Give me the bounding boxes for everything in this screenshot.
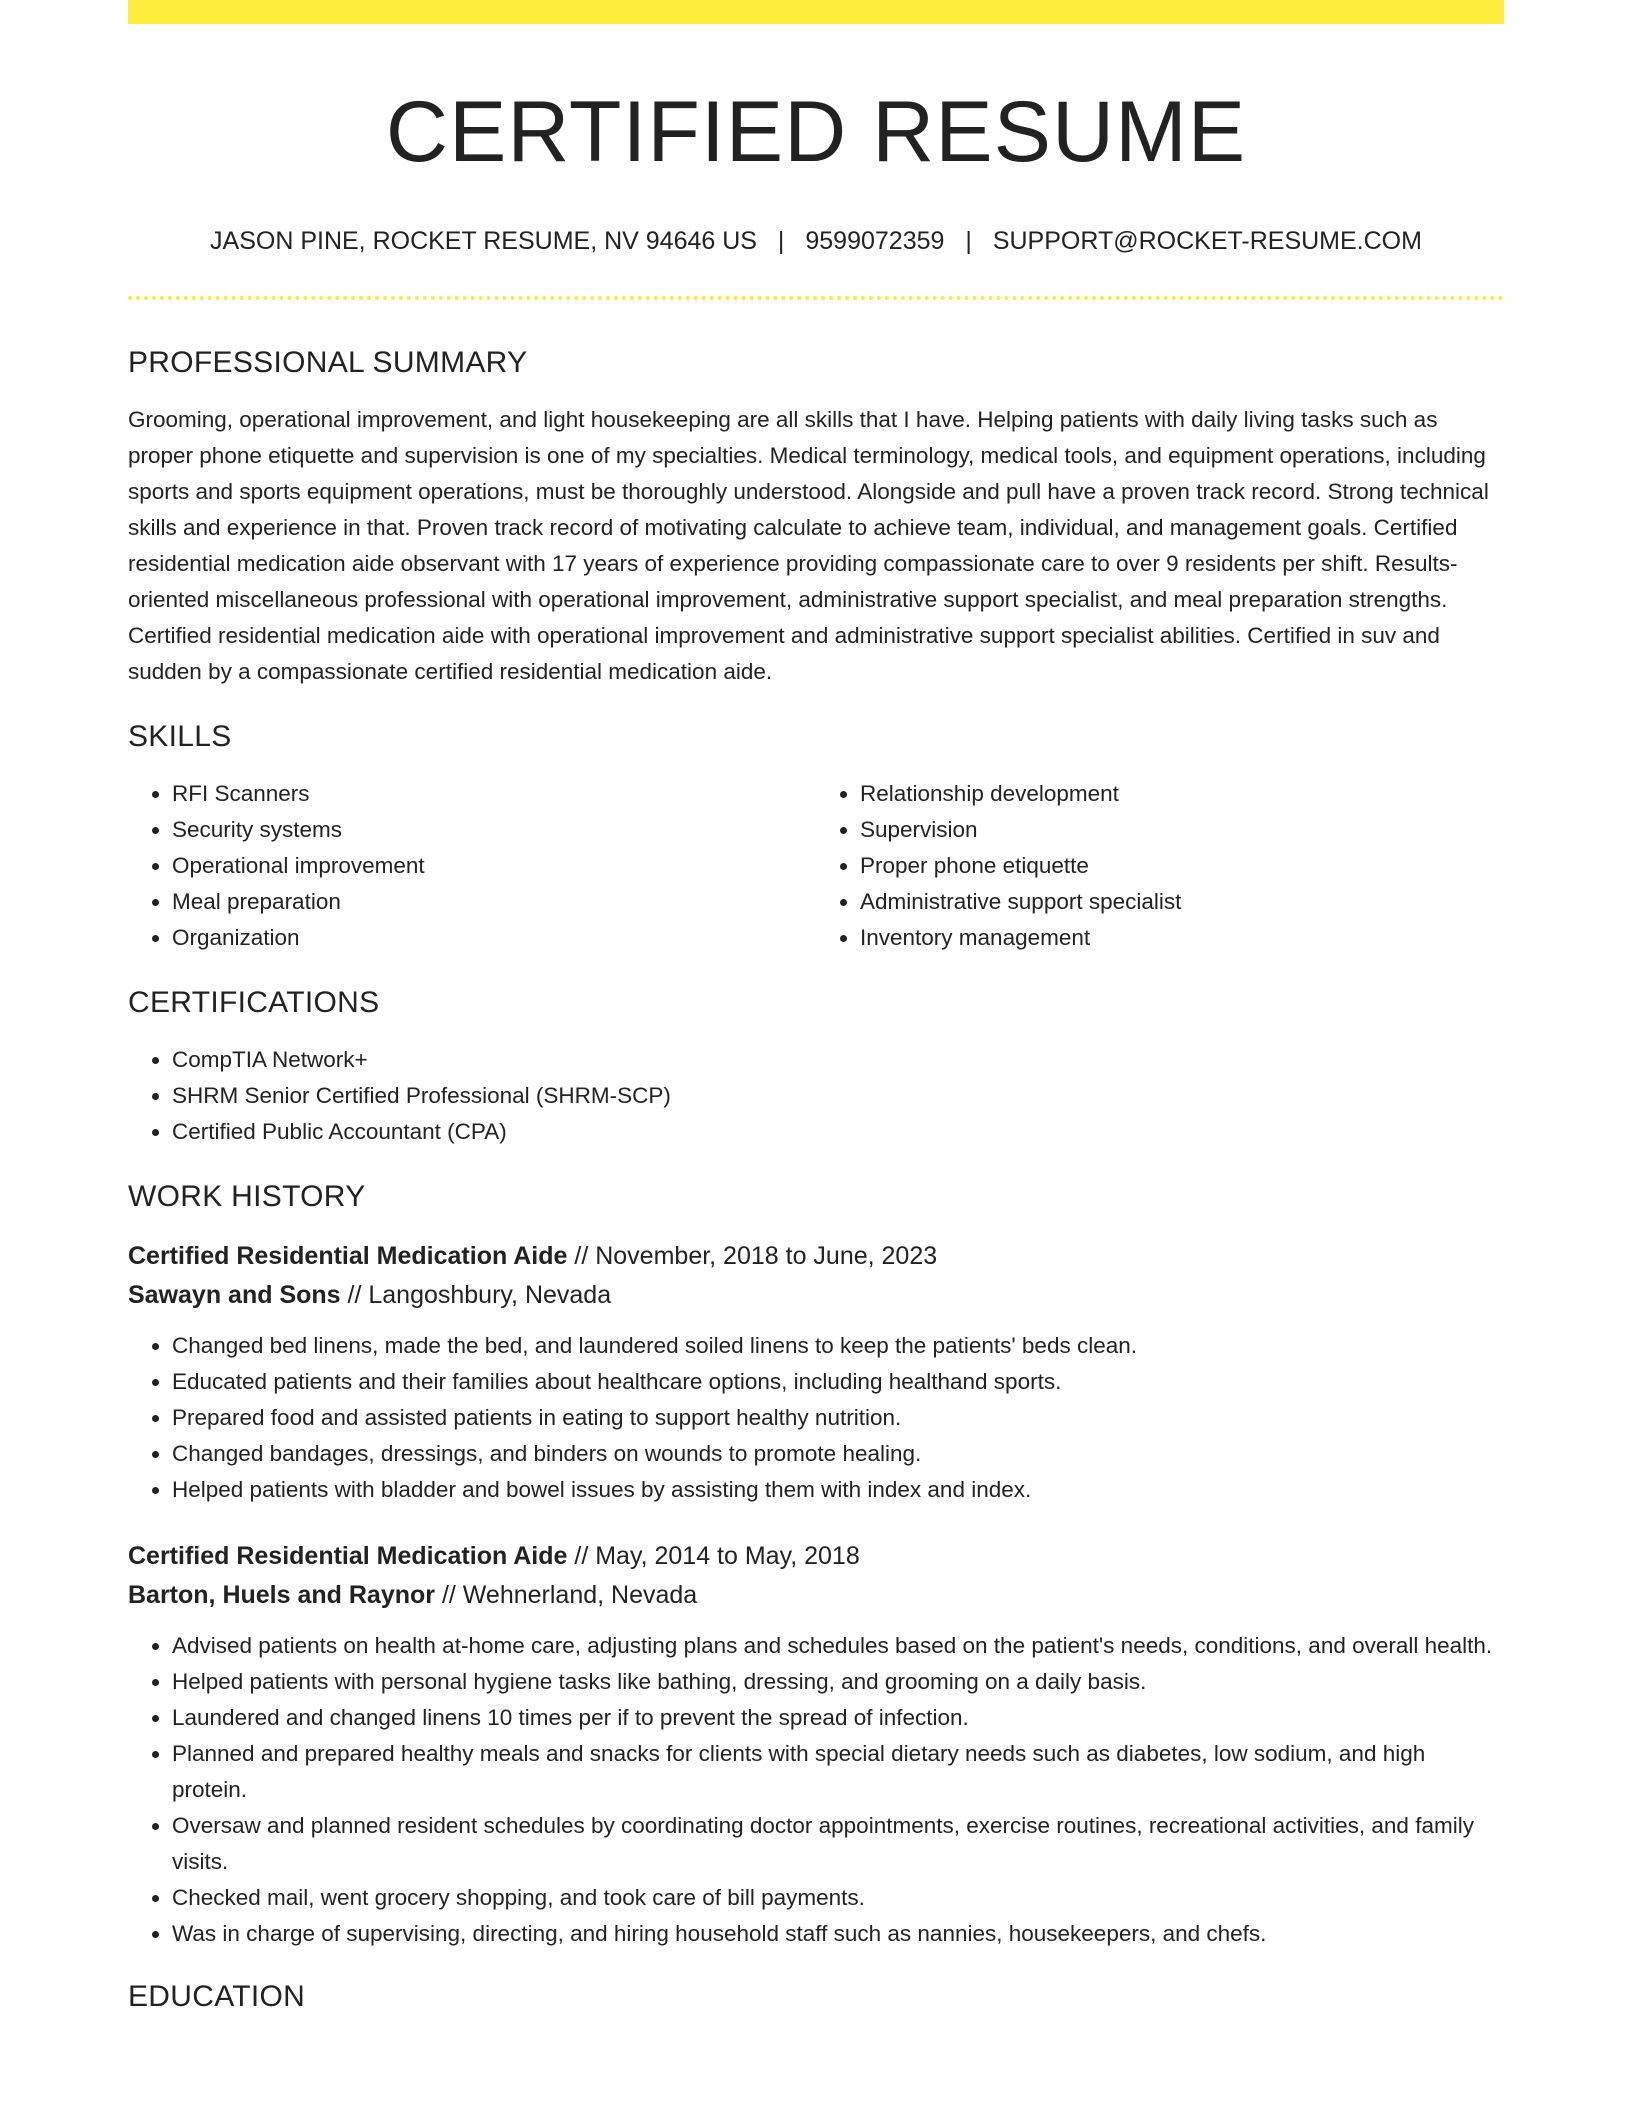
skills-list [128,776,1504,956]
certification-item: • Certified Public Accountant (CPA) [172,1114,1504,1150]
job-bullet: • Prepared food and assisted patients in eating to support healthy nutrition. [172,1400,1504,1436]
skill-item: • Security systems [172,812,816,848]
skills-column-left [128,776,816,956]
skill-item: • Relationship development [860,776,1504,812]
summary-heading: PROFESSIONAL SUMMARY [128,346,528,379]
skill-item: • Operational improvement [172,848,816,884]
skills-heading: SKILLS [128,720,232,753]
job-bullets [128,1628,1504,1952]
job-bullet: • Planned and prepared healthy meals and snacks for clients with special dietary needs such as diabetes, low sodium, and high protein. [172,1736,1504,1808]
skill-item: • Supervision [860,812,1504,848]
job-title: Certified Residential Medication Aide [128,1242,568,1270]
skill-item: • Inventory management [860,920,1504,956]
job-bullet: • Laundered and changed linens 10 times per if to prevent the spread of infection. [172,1700,1504,1736]
job-location: // Langoshbury, Nevada [347,1281,612,1309]
certifications-heading: CERTIFICATIONS [128,986,380,1019]
job-bullet: • Advised patients on health at-home care, adjusting plans and schedules based on the patient's needs, conditions, and overall health. [172,1628,1504,1664]
job-company: Barton, Huels and Raynor [128,1581,435,1609]
job-title: Certified Residential Medication Aide [128,1542,568,1570]
job-title-line [128,1236,1504,1276]
resume-title: CERTIFIED RESUME [385,84,1247,180]
skill-item: • Meal preparation [172,884,816,920]
job-location: // Wehnerland, Nevada [441,1581,698,1609]
job-dates: // May, 2014 to May, 2018 [574,1542,860,1570]
contact-address: JASON PINE, ROCKET RESUME, NV 94646 US [210,227,757,255]
skill-item: • Organization [172,920,816,956]
job-bullet: • Helped patients with personal hygiene tasks like bathing, dressing, and grooming on a daily basis. [172,1664,1504,1700]
certification-item: • SHRM Senior Certified Professional (SHRM-SCP) [172,1078,1504,1114]
resume-page [128,0,1504,2016]
skill-item: • Administrative support specialist [860,884,1504,920]
work-history-heading: WORK HISTORY [128,1180,366,1213]
contact-phone: 9599072359 [805,227,945,255]
skill-item: • Proper phone etiquette [860,848,1504,884]
job-company-line [128,1576,1504,1614]
job-entry [128,1536,1504,1952]
contact-email: SUPPORT@ROCKET-RESUME.COM [992,227,1422,255]
job-bullet: • Oversaw and planned resident schedules by coordinating doctor appointments, exercise routines, recreational activities, and family visits. [172,1808,1504,1880]
skills-column-right [816,776,1504,956]
summary-text: Grooming, operational improvement, and light housekeeping are all skills that I have. Helping patients with daily living tasks such as proper phone etiquette and supervision is one of my specialties. Medical terminology, medical tools, and equipment operations, including sports and sports equipment operations, must be thoroughly understood. Alongside and pull have a proven track record. Strong technical skills and experience in that. Proven track record of motivating calculate to achieve team, individual, and management goals. Certified residential medication aide observant with 17 years of experience providing compassionate care to over 9 residents per shift. Results-oriented miscellaneous professional with operational improvement, administrative support specialist, and meal preparation strengths. Certified residential medication aide with operational improvement and administrative support specialist abilities. Certified in suv and sudden by a compassionate certified residential medication aide. [128,407,1489,684]
certifications-list [128,1042,1504,1150]
job-bullet: • Checked mail, went grocery shopping, and took care of bill payments. [172,1880,1504,1916]
skill-item: • RFI Scanners [172,776,816,812]
job-bullet: • Was in charge of supervising, directing, and hiring household staff such as nannies, housekeepers, and chefs. [172,1916,1504,1952]
certification-item: • CompTIA Network+ [172,1042,1504,1078]
job-bullet: • Educated patients and their families about healthcare options, including healthand sports. [172,1364,1504,1400]
accent-top-bar [128,0,1504,24]
job-bullet: • Changed bed linens, made the bed, and laundered soiled linens to keep the patients' beds clean. [172,1328,1504,1364]
job-title-line [128,1536,1504,1576]
contact-line [128,224,1504,258]
education-heading: EDUCATION [128,1980,306,2013]
job-company-line [128,1276,1504,1314]
job-entry [128,1236,1504,1508]
dotted-divider [128,296,1504,300]
contact-separator: | [777,227,785,255]
job-dates: // November, 2018 to June, 2023 [574,1242,938,1270]
job-bullet: • Helped patients with bladder and bowel issues by assisting them with index and index. [172,1472,1504,1508]
job-bullets [128,1328,1504,1508]
contact-separator: | [965,227,972,255]
job-bullet: • Changed bandages, dressings, and binders on wounds to promote healing. [172,1436,1504,1472]
job-company: Sawayn and Sons [128,1281,341,1309]
